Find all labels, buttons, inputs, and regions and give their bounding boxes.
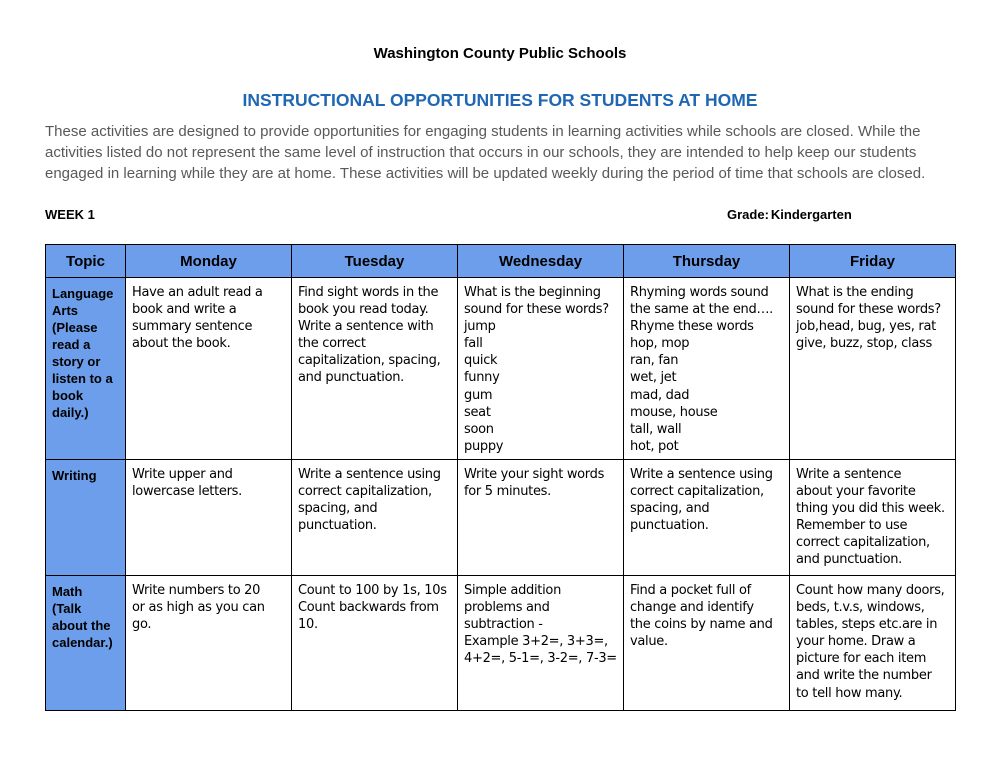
- cell-language-arts-friday: What is the ending sound for these words? job,head, bug, yes, rat give, buzz, stop, class: [790, 278, 956, 460]
- topic-cell-writing: Writing: [46, 459, 126, 575]
- grade-info: [727, 207, 852, 222]
- cell-language-arts-tuesday: Find sight words in the book you read today. Write a sentence with the correct capitalization, spacing, and punctuation.: [292, 278, 458, 460]
- column-header-monday: Monday: [126, 245, 292, 278]
- table-row-language-arts: [46, 278, 956, 460]
- cell-math-thursday: Find a pocket full of change and identify the coins by name and value.: [624, 575, 790, 710]
- grade-value: Kindergarten: [770, 207, 852, 222]
- column-header-friday: Friday: [790, 245, 956, 278]
- grade-label: Grade:: [727, 207, 769, 222]
- cell-math-wednesday: Simple addition problems and subtraction - Example 3+2=, 3+3=, 4+2=, 5-1=, 3-2=, 7-3=: [458, 575, 624, 710]
- cell-math-friday: Count how many doors, beds, t.v.s, windows, tables, steps etc.are in your home. Draw a picture for each item and write the number to tell how many.: [790, 575, 956, 710]
- table-header-row: [46, 245, 956, 278]
- column-header-tuesday: Tuesday: [292, 245, 458, 278]
- page-title: INSTRUCTIONAL OPPORTUNITIES FOR STUDENTS AT HOME: [242, 90, 758, 110]
- topic-cell-math: Math (Talk about the calendar.): [46, 575, 126, 710]
- column-header-thursday: Thursday: [624, 245, 790, 278]
- cell-math-monday: Write numbers to 20 or as high as you can go.: [126, 575, 292, 710]
- table-row-math: [46, 575, 956, 710]
- activities-table: [45, 244, 956, 711]
- intro-paragraph: These activities are designed to provide opportunities for engaging students in learning activities while schools are closed. While the activities listed do not represent the same level of instruction that occurs in our schools, they are intended to help keep our students engaged in learning while they are at home. These activities will be updated weekly during the period of time that schools are closed.: [45, 123, 926, 182]
- cell-writing-monday: Write upper and lowercase letters.: [126, 459, 292, 575]
- table-row-writing: [46, 459, 956, 575]
- cell-writing-tuesday: Write a sentence using correct capitalization, spacing, and punctuation.: [292, 459, 458, 575]
- topic-cell-language-arts: Language Arts (Please read a story or listen to a book daily.): [46, 278, 126, 460]
- cell-language-arts-monday: Have an adult read a book and write a summary sentence about the book.: [126, 278, 292, 460]
- cell-writing-friday: Write a sentence about your favorite thing you did this week. Remember to use correct capitalization, and punctuation.: [790, 459, 956, 575]
- cell-math-tuesday: Count to 100 by 1s, 10s Count backwards from 10.: [292, 575, 458, 710]
- column-header-wednesday: Wednesday: [458, 245, 624, 278]
- cell-language-arts-thursday: Rhyming words sound the same at the end…. Rhyme these words hop, mop ran, fan wet, jet mad, dad mouse, house tall, wall hot, pot: [624, 278, 790, 460]
- week-label: WEEK 1: [45, 207, 95, 222]
- column-header-topic: Topic: [46, 245, 126, 278]
- school-name: Washington County Public Schools: [373, 45, 627, 62]
- cell-writing-thursday: Write a sentence using correct capitalization, spacing, and punctuation.: [624, 459, 790, 575]
- cell-writing-wednesday: Write your sight words for 5 minutes.: [458, 459, 624, 575]
- cell-language-arts-wednesday: What is the beginning sound for these words? jump fall quick funny gum seat soon puppy: [458, 278, 624, 460]
